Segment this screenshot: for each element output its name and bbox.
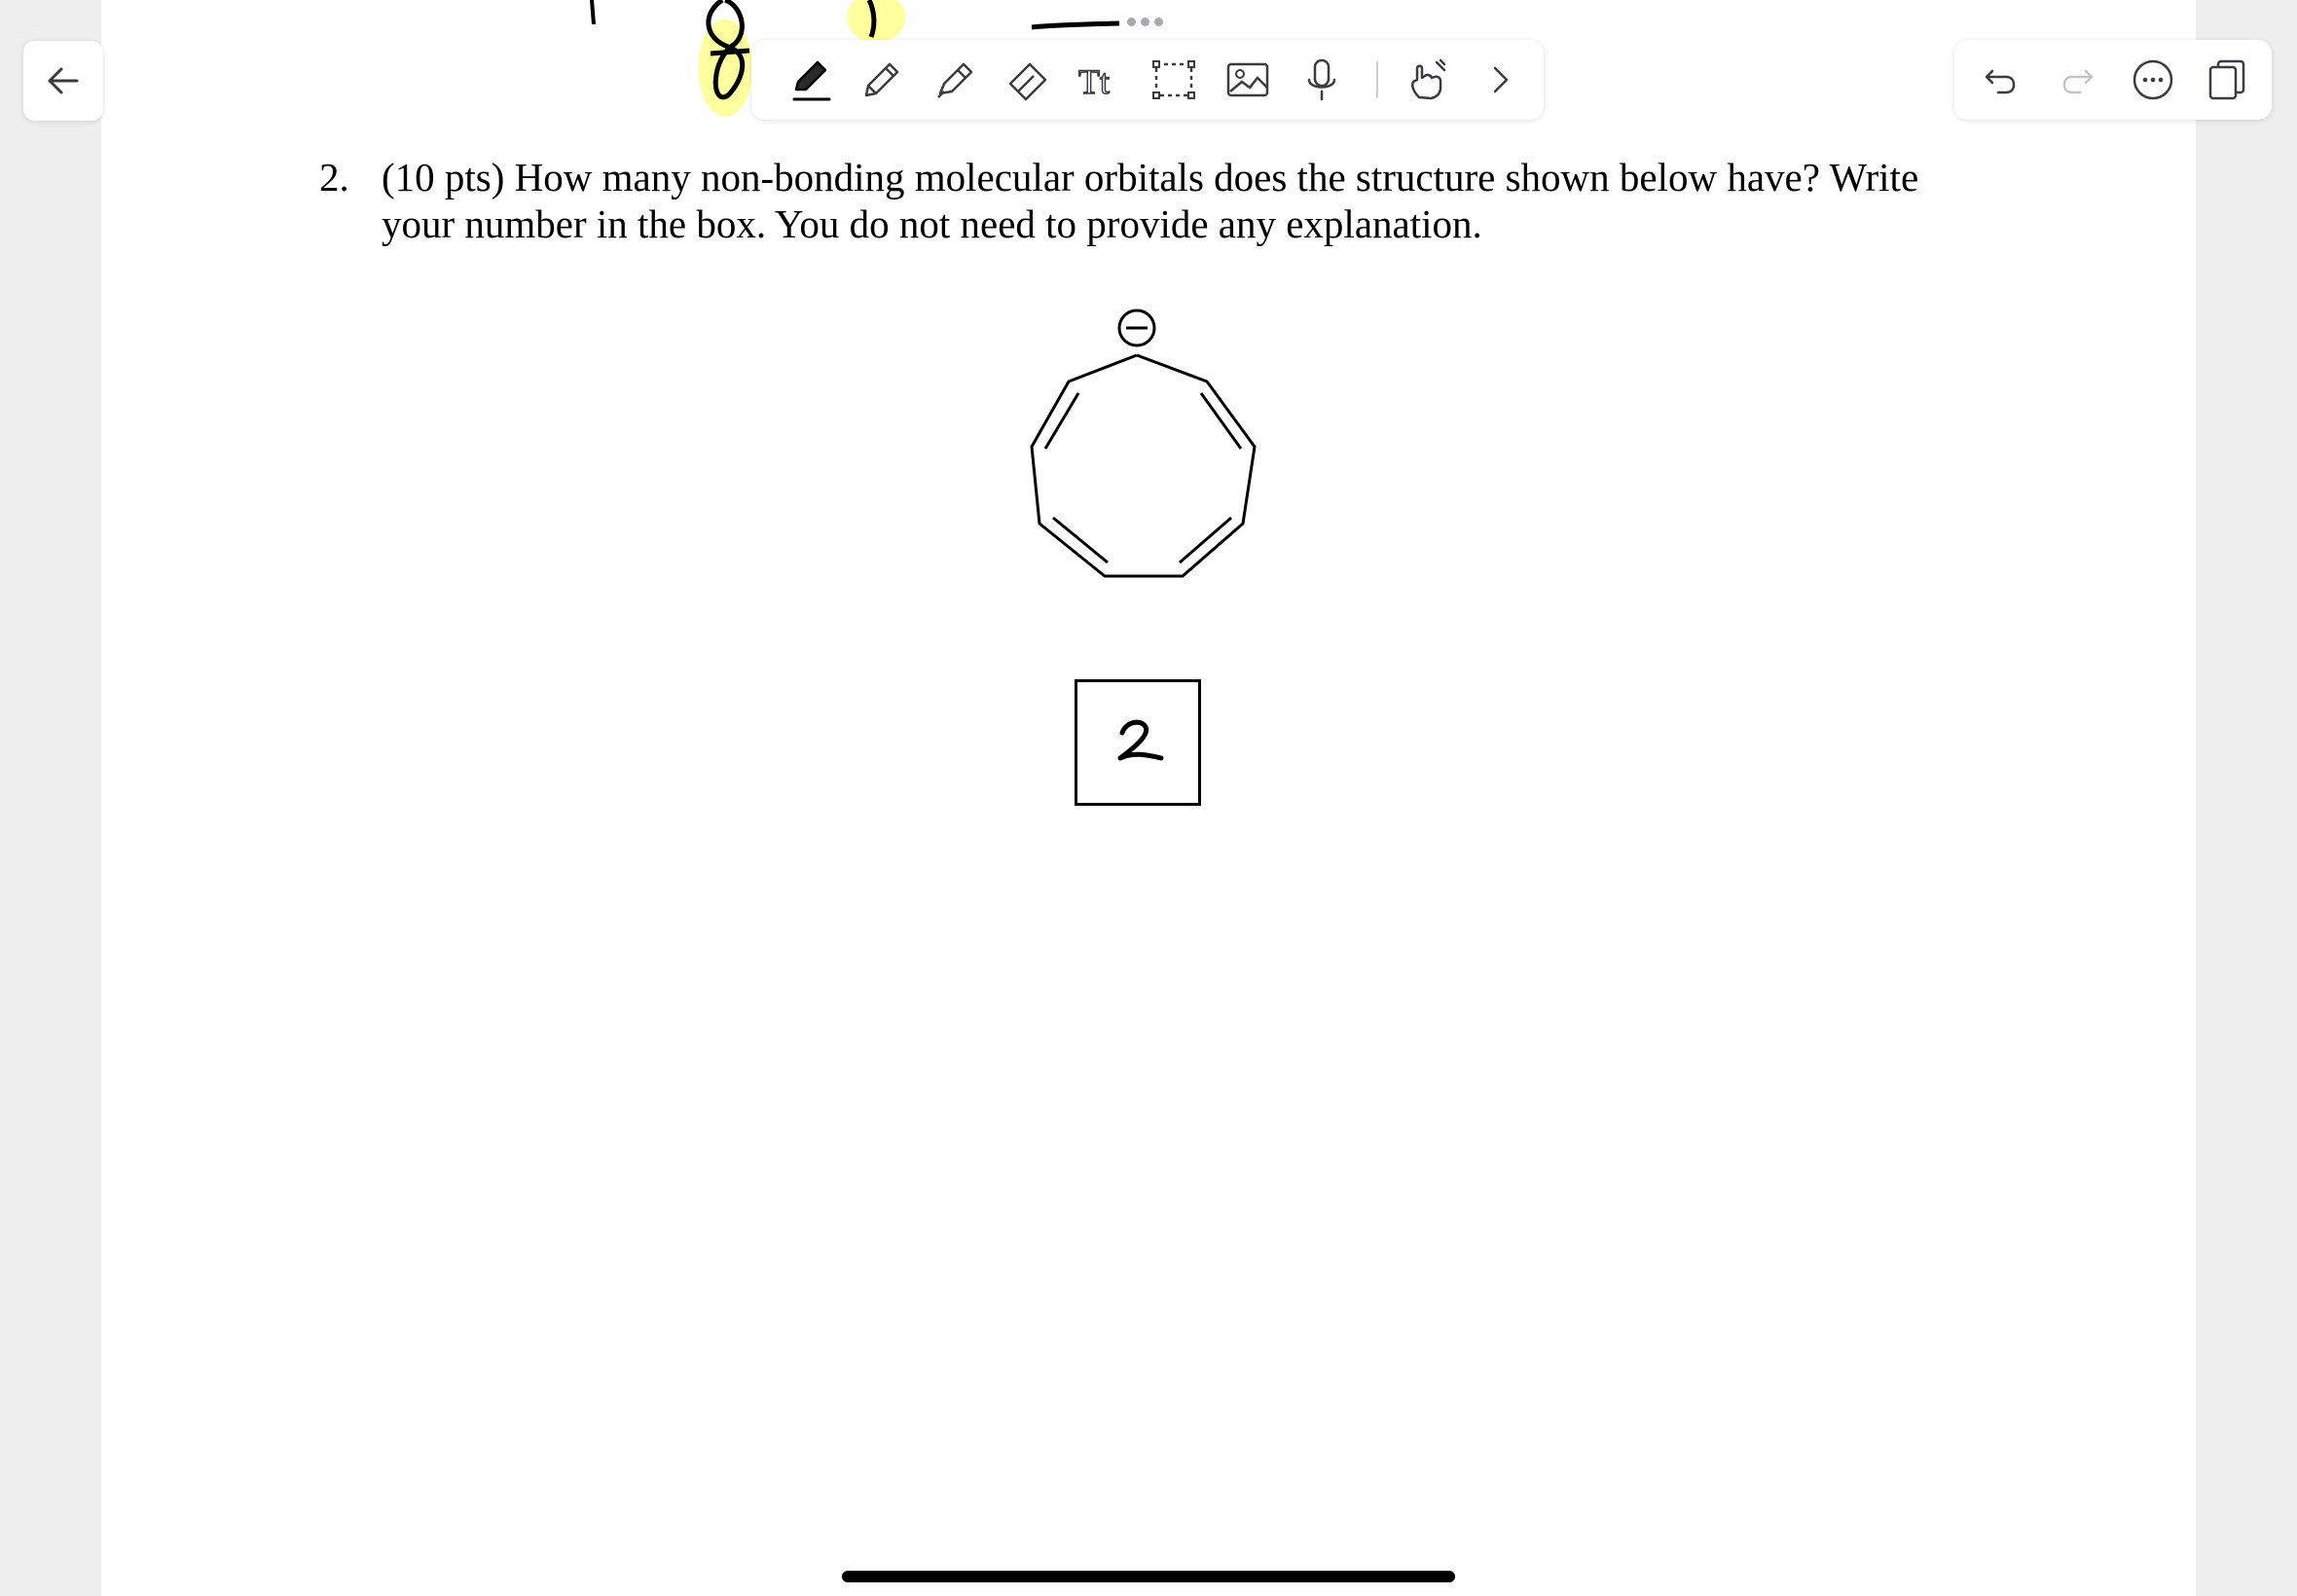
redo-button[interactable] [2054, 56, 2100, 103]
highlighter-tool-button[interactable] [929, 54, 979, 105]
image-icon [1224, 56, 1271, 103]
back-button[interactable] [23, 41, 103, 121]
hand-pointer-icon [1405, 56, 1452, 103]
chevron-right-icon [1477, 56, 1524, 103]
redo-icon [2055, 57, 2099, 102]
toolbar-drag-handle[interactable] [1127, 18, 1163, 26]
drawing-toolbar [751, 40, 1544, 120]
more-tools-button[interactable] [1476, 54, 1526, 105]
right-toolbar [1954, 40, 2272, 120]
undo-button[interactable] [1978, 56, 2024, 103]
undo-icon [1979, 57, 2024, 102]
microphone-icon [1298, 56, 1345, 103]
pen-tool-button[interactable] [784, 54, 835, 105]
pencil-tool-button[interactable] [857, 54, 907, 105]
eraser-tool-button[interactable] [1003, 54, 1053, 105]
pencil-icon [858, 56, 905, 103]
pages-button[interactable] [2204, 56, 2250, 103]
toolbar-divider [1376, 61, 1378, 98]
text-icon [1076, 56, 1123, 103]
eraser-icon [1004, 56, 1051, 103]
answer-box[interactable] [1075, 679, 1201, 806]
pages-icon [2205, 57, 2249, 102]
pointer-tool-button[interactable] [1404, 54, 1454, 105]
highlighter-icon [930, 56, 977, 103]
ring-bond-outline [1032, 355, 1255, 576]
home-indicator[interactable] [842, 1571, 1455, 1582]
microphone-tool-button[interactable] [1296, 54, 1347, 105]
svg-text:Tt: Tt [1078, 62, 1110, 101]
question-number: 2. [319, 155, 349, 200]
question-text: (10 pts) How many non-bonding molecular orbitals does the structure shown below have? Write your number in the box. You do not need to provide any explanation. [382, 155, 1919, 246]
double-bond-inner [1045, 393, 1078, 449]
pen-icon [786, 56, 833, 103]
lasso-tool-button[interactable] [1148, 54, 1199, 105]
more-options-icon [2131, 57, 2175, 102]
text-tool-button[interactable] [1075, 54, 1125, 105]
handwritten-answer [1077, 682, 1198, 803]
cyclononatetraenyl-anion-structure [1012, 298, 1265, 590]
more-options-button[interactable] [2130, 56, 2176, 103]
arrow-left-icon [44, 61, 83, 100]
image-tool-button[interactable] [1222, 54, 1273, 105]
lasso-select-icon [1150, 56, 1197, 103]
